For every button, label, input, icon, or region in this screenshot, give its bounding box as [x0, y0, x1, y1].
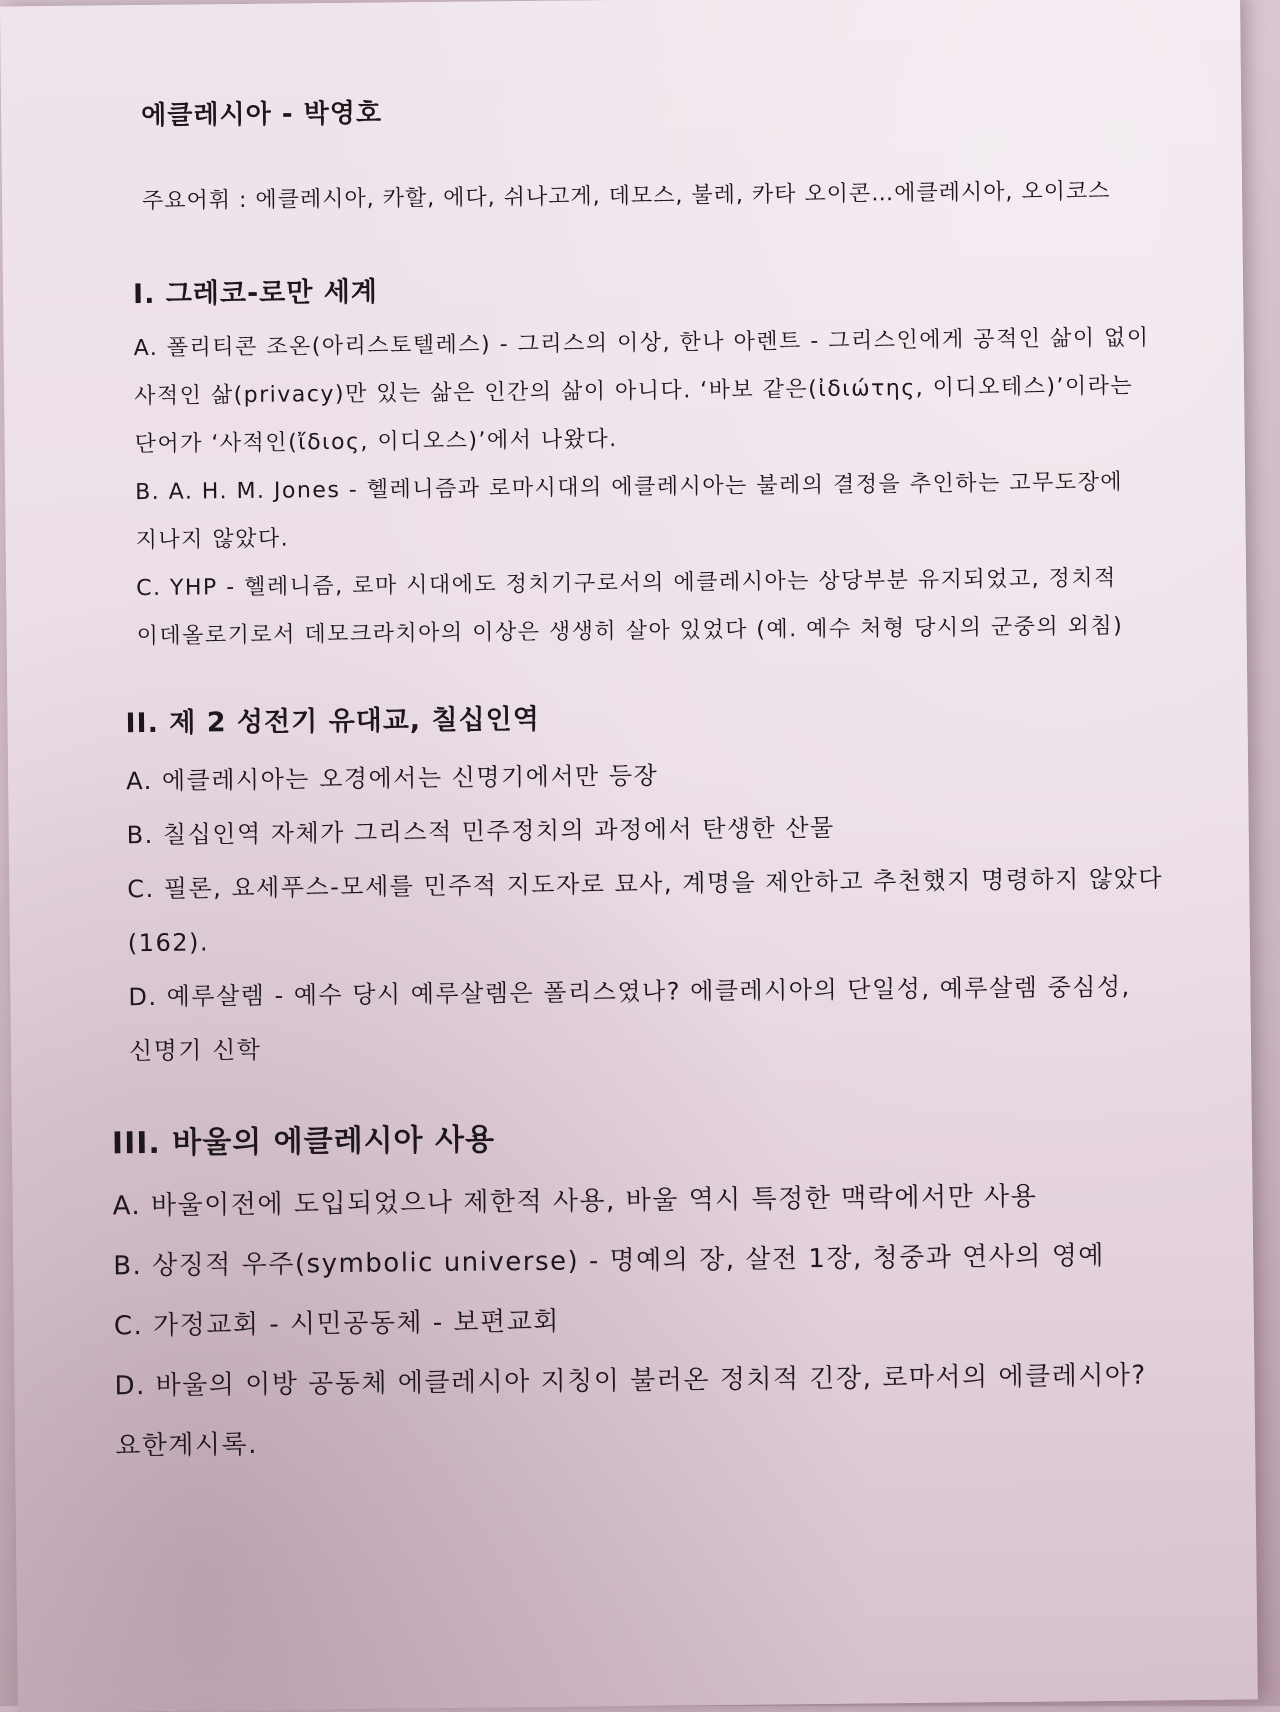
- section-greco-roman: [133, 261, 1167, 661]
- document-title: 에클레시아 - 박영호: [141, 98, 383, 132]
- list-item: C. YHP - 헬레니즘, 로마 시대에도 정치기구로서의 에클레시아는 상당부분 유지되었고, 정치적 이데올로기로서 데모크라치아의 이상은 생생히 살아 있었다 (예. 예수 처형 당시의 군중의 외침): [136, 565, 1124, 650]
- list-item: A. 에클레시아는 오경에서는 신명기에서만 등장: [126, 761, 659, 796]
- list-item: A. 폴리티콘 조온(아리스토텔레스) - 그리스의 이상, 한나 아렌트 - 그리스인에게 공적인 삶이 없이 사적인 삶(privacy)만 있는 삶은 인간의 삶이 아니다. ‘바보 같은(ἰδιώτης, 이디오테스)’이라는 단어가 ‘사적인(ἴδιος, 이디오스)’에서 나왔다.: [133, 325, 1150, 458]
- list-item: A. 바울이전에 도입되었으나 제한적 사용, 바울 역시 특정한 맥락에서만 사용: [112, 1181, 1038, 1222]
- document-content: [111, 84, 1176, 1516]
- list-item: D. 예루살렘 - 예수 당시 예루살렘은 폴리스였나? 에클레시아의 단일성, 예루살렘 중심성, 신명기 신학: [128, 972, 1131, 1066]
- list-item: B. 칠십인역 자체가 그리스적 민주정치의 과정에서 탄생한 산물: [126, 813, 835, 850]
- list-item: D. 바울의 이방 공동체 에클레시아 지칭이 불러온 정치적 긴장, 로마서의 에클레시아? 요한계시록.: [114, 1360, 1147, 1462]
- section-paul: [112, 1107, 1176, 1476]
- section-heading: II. 제 2 성전기 유대교, 칠십인역: [125, 703, 540, 740]
- list-item: C. 필론, 요세푸스-모세를 민주적 지도자로 묘사, 계명을 제안하고 추천했지 명령하지 않았다(162).: [127, 864, 1164, 958]
- list-item: B. A. H. M. Jones - 헬레니즘과 로마시대의 에클레시아는 불레의 결정을 추인하는 고무도장에 지나지 않았다.: [135, 469, 1124, 554]
- section-heading: III. 바울의 에클레시아 사용: [111, 1122, 496, 1162]
- keywords-line: 주요어휘 : 에클레시아, 카할, 에다, 쉬나고게, 데모스, 불레, 카타 오이콘…에클레시아, 오이코스: [141, 178, 1111, 215]
- section-second-temple: [125, 690, 1171, 1078]
- list-item: B. 상징적 우주(symbolic universe) - 명예의 장, 살전 1장, 청중과 연사의 영예: [113, 1240, 1106, 1282]
- section-heading: I. 그레코-로만 세계: [132, 276, 379, 311]
- list-item: C. 가정교회 - 시민공동체 - 보편교회: [113, 1306, 561, 1342]
